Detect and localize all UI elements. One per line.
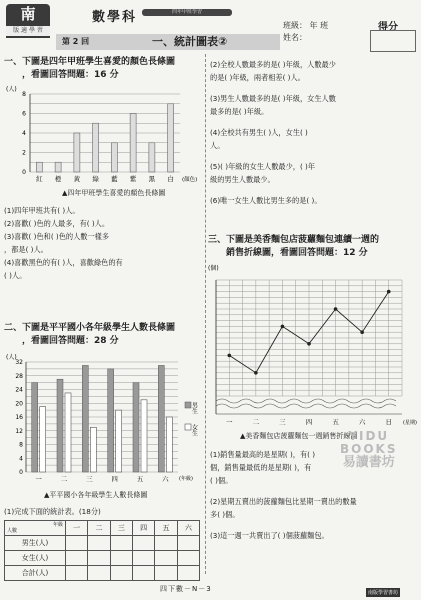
bar-female [166, 417, 172, 472]
color-bar-chart [2, 84, 202, 194]
x-tick-label: 橙 [54, 175, 62, 183]
answer-cell[interactable] [155, 551, 177, 566]
name-field: 姓名： [283, 33, 307, 42]
publisher-label: 南版學習書坊 [368, 590, 399, 596]
student-info [283, 20, 328, 44]
answer-cell[interactable] [110, 551, 132, 566]
row-header: 女生(人) [5, 551, 66, 566]
data-point [334, 307, 338, 311]
answer-cell[interactable] [132, 566, 154, 581]
round-label: 第 2 回 [62, 37, 90, 46]
x-tick-label: 紅 [36, 175, 43, 183]
x-axis-label: (顏色) [182, 177, 198, 183]
x-tick-label: 白 [167, 175, 174, 183]
s2-q1: (1)完成下面的統計表。(18分) [4, 507, 101, 516]
y-tick-label: 20 [15, 400, 23, 408]
s3-q1: (1)銷售量最高的是星期( )，有( ) [210, 450, 316, 459]
x-tick-label: 黃 [73, 175, 81, 183]
bar [130, 114, 136, 173]
col-header: 五 [155, 521, 177, 536]
unit-label: 一、統計圖表② [152, 35, 228, 48]
s3-q2: (2)星期五賣出的菠蘿麵包比星期一賣出的數量 [210, 497, 357, 506]
section1-title [4, 56, 175, 82]
score-box [370, 30, 416, 52]
bar-male [108, 369, 114, 472]
chart1-caption: ▲四年甲班學生喜愛的顏色長條圖 [62, 189, 166, 197]
watermark [340, 430, 398, 469]
section1-questions [4, 204, 123, 282]
section2-title-line1: 二、下圖是平平國小各年級學生人數長條圖 [4, 323, 176, 333]
section1-title-line2: ，看圖回答問題：16 分 [22, 70, 119, 80]
watermark-line1: YIDU [348, 429, 390, 443]
bar-female [141, 400, 147, 472]
answer-cell[interactable] [132, 551, 154, 566]
unit-title-bar [56, 34, 280, 50]
answer-cell[interactable] [132, 536, 154, 551]
answer-cell[interactable] [177, 551, 199, 566]
y-tick-label: 24 [15, 386, 23, 394]
section3-title-line2: 銷售折線圖，看圖回答問題：12 分 [226, 248, 368, 258]
row-header: 合計(人) [5, 566, 66, 581]
axis-break-2 [216, 404, 396, 408]
chart2-caption: ▲平平國小各年級學生人數長條圖 [44, 491, 148, 499]
x-tick-label: 六 [358, 418, 366, 426]
answer-cell[interactable] [177, 536, 199, 551]
x-axis-label: (年級) [179, 476, 193, 482]
bar [55, 162, 61, 172]
y-tick-label: 32 [15, 359, 23, 366]
col-header: 三 [110, 521, 132, 536]
chart3-caption: ▲美香麵包店菠蘿麵包一週銷售折線圖 [240, 432, 358, 440]
axis-break-1 [216, 399, 396, 403]
answer-cell[interactable] [88, 551, 110, 566]
section1-title-line1: 一、下圖是四年甲班學生喜愛的顏色長條圖 [4, 57, 176, 67]
answer-cell[interactable] [88, 566, 110, 581]
x-tick-label: 日 [385, 418, 392, 426]
s1-q3: (3)喜歡( )色和( )色的人數一樣多 [4, 232, 110, 241]
badge-sub: 版 適 學 習 [6, 26, 50, 36]
table-row [5, 566, 200, 581]
grade-bar-chart [2, 352, 204, 490]
y-tick-label: 2 [22, 149, 26, 157]
s2-q3b: 最多的是( )年級。 [210, 107, 269, 116]
x-tick-label: 黑 [148, 175, 156, 183]
x-tick-label: 四 [305, 418, 313, 426]
data-point [227, 354, 231, 358]
x-tick-label: 藍 [111, 175, 118, 183]
score-label: 得分 [378, 22, 398, 33]
y-tick-label: 8 [19, 441, 23, 449]
x-tick-label: 三 [279, 418, 286, 426]
s2-q2b: 的是( )年級，兩者相差( )人。 [210, 73, 305, 82]
answer-cell[interactable] [66, 536, 88, 551]
corner-bottom: 人數 [7, 528, 18, 534]
legend-male-label: 男生 [190, 402, 198, 414]
data-point [254, 371, 258, 375]
x-tick-label: 五 [332, 418, 339, 426]
watermark-line2: BOOKS [340, 442, 398, 456]
bar [111, 143, 117, 172]
bar-female [116, 410, 122, 472]
x-tick-label: 五 [136, 475, 144, 483]
y-tick-label: 4 [22, 130, 26, 137]
legend-female-label: 女生 [190, 424, 198, 436]
y-tick-label: 4 [19, 455, 23, 463]
bar-female [65, 393, 71, 472]
stats-table [4, 520, 200, 581]
section2-title [4, 322, 175, 348]
bar-male [82, 365, 88, 472]
bar [74, 133, 80, 172]
answer-cell[interactable] [110, 536, 132, 551]
col-header: 四 [132, 521, 154, 536]
y-tick-label: 12 [15, 427, 23, 435]
s1-q4: (4)喜歡黑色的有( )人，喜歡綠色的有 [4, 258, 123, 267]
table-row [5, 536, 200, 551]
bar-male [32, 383, 38, 472]
bar-female [90, 427, 96, 472]
s2-q6: (6)唯一女生人數比男生多的是( )。 [210, 196, 322, 205]
s3-q1b: 個，銷售量最低的是星期( )，有 [210, 463, 312, 472]
data-point [281, 325, 285, 329]
bar-male [57, 379, 63, 472]
x-tick-label: 三 [86, 475, 93, 483]
data-point [387, 290, 391, 294]
answer-cell[interactable] [66, 566, 88, 581]
s3-q2b: 多( )個。 [210, 510, 240, 519]
bar [149, 143, 155, 172]
s1-q2: (2)喜歡( )色的人最多，有( )人。 [4, 219, 110, 228]
table-corner [5, 521, 66, 536]
corner-top: 年級 [52, 522, 63, 528]
s2-q2: (2)全校人數最多的是( )年級，人數最少 [210, 60, 336, 69]
y-unit-label: (人) [6, 354, 17, 361]
data-point [360, 330, 364, 334]
s3-q3: (3)這一週一共賣出了( )個菠蘿麵包。 [210, 531, 329, 540]
s2-q3: (3)男生人數最多的是( )年級，女生人數 [210, 94, 336, 103]
bar-female [40, 407, 46, 472]
section2-title-line2: ，看圖回答問題：28 分 [22, 336, 119, 346]
subject-title: 數學科 [92, 10, 138, 25]
bar-male [133, 383, 139, 472]
s1-q1: (1)四年甲班共有( )人。 [4, 206, 80, 215]
y-tick-label: 8 [22, 91, 26, 98]
section3-questions [210, 448, 357, 542]
s2-q4b: 人。 [210, 141, 225, 150]
x-tick-label: 二 [60, 475, 68, 483]
data-point [307, 342, 311, 346]
y-unit-label: (個) [208, 265, 219, 272]
s1-q3b: ，都是( )人。 [4, 245, 48, 254]
y-tick-label: 0 [22, 169, 26, 176]
answer-cell[interactable] [177, 566, 199, 581]
answer-cell[interactable] [110, 566, 132, 581]
s3-q1c: ( )個。 [210, 476, 233, 485]
bar [168, 104, 174, 172]
page-number: 四下數－N－3 [160, 585, 212, 593]
s2-q4: (4)全校共有男生( )人，女生( ) [210, 128, 308, 137]
bar [36, 162, 42, 172]
y-tick-label: 16 [15, 414, 23, 421]
table-row [5, 551, 200, 566]
section2-right-questions [210, 58, 336, 207]
badge-char: 南 [20, 5, 36, 23]
col-header: 六 [177, 521, 199, 536]
col-header: 一 [66, 521, 88, 536]
y-tick-label: 0 [19, 469, 23, 476]
class-field: 班級： 年 班 [283, 21, 329, 30]
bar [93, 123, 99, 172]
s2-q5b: 級的男生人數最少。 [210, 175, 275, 184]
row-header: 男生(人) [5, 536, 66, 551]
y-unit-label: (人) [6, 86, 17, 93]
section3-title [208, 234, 379, 260]
publisher-badge [6, 4, 50, 38]
answer-cell[interactable] [66, 551, 88, 566]
x-axis-label: (星期) [403, 420, 417, 426]
y-tick-label: 28 [15, 372, 23, 380]
x-tick-label: 綠 [92, 175, 99, 183]
s2-q5: (5)( )年級的女生人數最少，( )年 [210, 162, 316, 171]
x-tick-label: 六 [162, 475, 169, 483]
x-tick-label: 一 [226, 418, 233, 426]
x-tick-label: 一 [35, 475, 42, 483]
term-label: 四年甲班學習 [142, 9, 232, 16]
answer-cell[interactable] [155, 566, 177, 581]
watermark-line3: 易讀書坊 [342, 455, 395, 470]
x-tick-label: 紫 [129, 175, 137, 183]
x-tick-label: 二 [252, 418, 260, 426]
bar-male [158, 365, 164, 472]
answer-cell[interactable] [88, 536, 110, 551]
s1-q4b: ( )人。 [4, 271, 27, 280]
answer-cell[interactable] [155, 536, 177, 551]
x-tick-label: 四 [111, 475, 118, 483]
table-header-row [5, 521, 200, 536]
section3-title-line1: 三、下圖是美香麵包店菠蘿麵包連續一週的 [208, 235, 380, 245]
col-header: 二 [88, 521, 110, 536]
y-tick-label: 6 [22, 110, 26, 118]
sales-line-chart [206, 262, 418, 430]
